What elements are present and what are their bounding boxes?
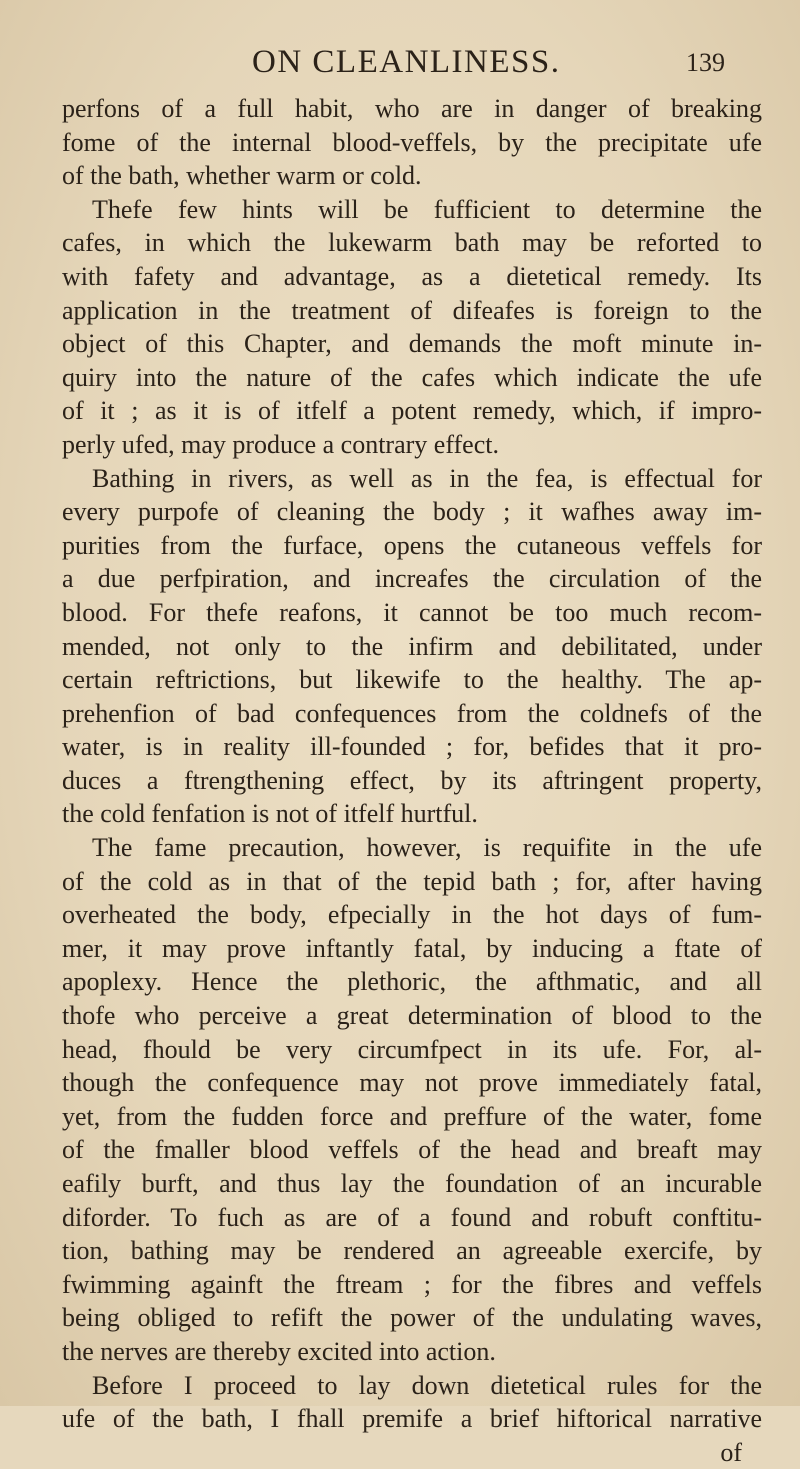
page-number: 139 xyxy=(686,48,725,77)
text-line: thofe who perceive a great determination of blood to the xyxy=(62,1001,762,1031)
text-line: The fame precaution, however, is requifite in the ufe xyxy=(92,833,762,863)
running-head xyxy=(0,38,800,78)
text-line: fwimming againft the ftream ; for the fibres and veffels xyxy=(62,1269,762,1299)
text-line: quiry into the nature of the cafes which indicate the ufe xyxy=(62,362,762,392)
text-line: apoplexy. Hence the plethoric, the afthmatic, and all xyxy=(62,967,762,997)
text-line: head, fhould be very circumfpect in its ufe. For, al- xyxy=(62,1034,762,1064)
catchword: of xyxy=(720,1437,742,1467)
text-line: certain reftrictions, but likewife to the healthy. The ap- xyxy=(62,665,762,695)
text-line: blood. For thefe reafons, it cannot be too much recom- xyxy=(62,597,762,627)
text-line: duces a ftrengthening effect, by its aftringent property, xyxy=(62,765,762,795)
text-line: of it ; as it is of itfelf a potent remedy, which, if impro- xyxy=(62,396,762,426)
text-line: Thefe few hints will be fufficient to determine the xyxy=(92,194,762,224)
text-line: cafes, in which the lukewarm bath may be reforted to xyxy=(62,228,762,258)
running-title: ON CLEANLINESS. xyxy=(252,44,561,80)
text-line: mer, it may prove inftantly fatal, by inducing a ftate of xyxy=(62,933,762,963)
text-line: diforder. To fuch as are of a found and robuft conftitu- xyxy=(62,1202,762,1232)
text-line: of the fmaller blood veffels of the head and breaft may xyxy=(62,1135,762,1165)
text-line: object of this Chapter, and demands the moft minute in- xyxy=(62,329,762,359)
text-line: yet, from the fudden force and preffure of the water, fome xyxy=(62,1101,762,1131)
text-line: a due perfpiration, and increafes the circulation of the xyxy=(62,564,762,594)
text-line: the nerves are thereby excited into action. xyxy=(62,1336,496,1366)
text-line: of the bath, whether warm or cold. xyxy=(62,161,422,191)
body-text xyxy=(62,92,762,1469)
text-line: perly ufed, may produce a contrary effect. xyxy=(62,429,499,459)
text-line: being obliged to refift the power of the undulating waves, xyxy=(62,1303,762,1333)
text-line: with fafety and advantage, as a dietetical remedy. Its xyxy=(62,261,762,291)
text-line: Before I proceed to lay down dietetical rules for the xyxy=(92,1370,762,1400)
text-line: purities from the furface, opens the cutaneous veffels for xyxy=(62,530,762,560)
text-line: application in the treatment of difeafes is foreign to the xyxy=(62,295,762,325)
text-line: water, is in reality ill-founded ; for, befides that it pro- xyxy=(62,732,762,762)
text-line: overheated the body, efpecially in the hot days of fum- xyxy=(62,900,762,930)
text-line: mended, not only to the infirm and debilitated, under xyxy=(62,631,762,661)
text-line: every purpofe of cleaning the body ; it wafhes away im- xyxy=(62,497,762,527)
text-line: prehenfion of bad confequences from the coldnefs of the xyxy=(62,698,762,728)
text-line: ufe of the bath, I fhall premife a brief hiftorical narrative xyxy=(62,1404,762,1434)
text-line: eafily burft, and thus lay the foundation of an incurable xyxy=(62,1169,762,1198)
text-line: fome of the internal blood-veffels, by the precipitate ufe xyxy=(62,127,762,157)
text-line: though the confequence may not prove immediately fatal, xyxy=(62,1068,762,1098)
text-line: of the cold as in that of the tepid bath ; for, after having xyxy=(62,866,762,896)
text-line: Bathing in rivers, as well as in the fea, is effectual for xyxy=(92,463,762,493)
text-line: tion, bathing may be rendered an agreeable exercife, by xyxy=(62,1236,762,1266)
text-line: perfons of a full habit, who are in danger of breaking xyxy=(62,94,762,123)
text-line: the cold fenfation is not of itfelf hurtful. xyxy=(62,799,478,829)
